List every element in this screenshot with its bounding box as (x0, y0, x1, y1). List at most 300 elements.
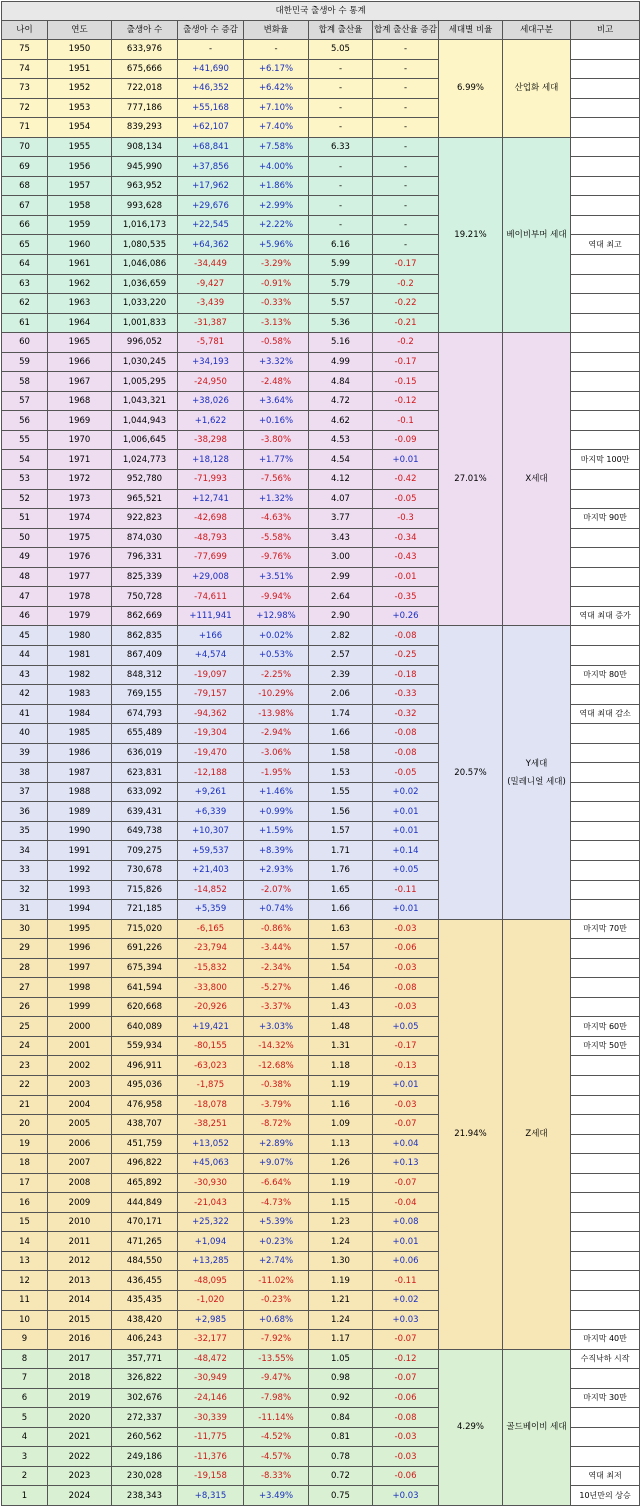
cell-change-rate: -2.34% (244, 958, 309, 978)
cell-fertility-rate: 2.90 (309, 606, 373, 626)
cell-fertility-rate: 1.63 (309, 919, 373, 939)
cell-births: 675,666 (112, 59, 178, 79)
cell-note: 역대 최고 (571, 235, 640, 255)
cell-fertility-change: -0.15 (373, 372, 439, 392)
cell-birth-change: +38,026 (178, 391, 244, 411)
cell-birth-change: -23,794 (178, 939, 244, 959)
cell-note (571, 1212, 640, 1232)
table-title: 대한민국 출생아 수 통계 (2, 2, 640, 21)
cell-births: 272,337 (112, 1408, 178, 1428)
cell-fertility-change: -0.07 (373, 1115, 439, 1135)
cell-fertility-rate: 2.82 (309, 626, 373, 646)
cell-year: 2003 (48, 1075, 112, 1095)
cell-note (571, 489, 640, 509)
header-year: 연도 (48, 21, 112, 40)
cell-age: 53 (2, 470, 48, 490)
cell-fertility-rate: 6.33 (309, 137, 373, 157)
cell-fertility-change: - (373, 59, 439, 79)
cell-fertility-change: +0.08 (373, 1212, 439, 1232)
cell-change-rate: -4.57% (244, 1447, 309, 1467)
cell-change-rate: -2.48% (244, 372, 309, 392)
cell-fertility-change: -0.18 (373, 665, 439, 685)
cell-age: 56 (2, 411, 48, 431)
cell-births: 722,018 (112, 79, 178, 99)
cell-note: 마지막 100만 (571, 450, 640, 470)
cell-age: 74 (2, 59, 48, 79)
cell-note (571, 215, 640, 235)
cell-births: 945,990 (112, 157, 178, 177)
cell-age: 23 (2, 1056, 48, 1076)
cell-fertility-change: +0.26 (373, 606, 439, 626)
cell-fertility-rate: 1.53 (309, 763, 373, 783)
cell-change-rate: +7.10% (244, 98, 309, 118)
cell-birth-change: +29,676 (178, 196, 244, 216)
cell-year: 2004 (48, 1095, 112, 1115)
cell-fertility-rate: 1.74 (309, 704, 373, 724)
cell-change-rate: +2.89% (244, 1134, 309, 1154)
cell-year: 1961 (48, 255, 112, 275)
cell-age: 41 (2, 704, 48, 724)
cell-change-rate: -9.94% (244, 587, 309, 607)
header-generation-ratio: 세대별 비율 (439, 21, 503, 40)
cell-births: 825,339 (112, 567, 178, 587)
cell-fertility-change: -0.03 (373, 1427, 439, 1447)
cell-births: 952,780 (112, 470, 178, 490)
cell-year: 1967 (48, 372, 112, 392)
cell-change-rate: -12.68% (244, 1056, 309, 1076)
cell-year: 2011 (48, 1232, 112, 1252)
cell-fertility-change: +0.03 (373, 1486, 439, 1506)
cell-births: 633,092 (112, 782, 178, 802)
cell-change-rate: - (244, 40, 309, 60)
cell-note (571, 294, 640, 314)
cell-age: 21 (2, 1095, 48, 1115)
cell-change-rate: +9.07% (244, 1154, 309, 1174)
cell-births: 993,628 (112, 196, 178, 216)
cell-year: 1953 (48, 98, 112, 118)
cell-change-rate: -2.25% (244, 665, 309, 685)
cell-fertility-change: -0.03 (373, 919, 439, 939)
cell-fertility-rate: 3.43 (309, 528, 373, 548)
cell-birth-change: -48,095 (178, 1271, 244, 1291)
cell-note: 마지막 80만 (571, 665, 640, 685)
cell-age: 1 (2, 1486, 48, 1506)
cell-change-rate: +4.00% (244, 157, 309, 177)
cell-fertility-change: -0.11 (373, 1271, 439, 1291)
cell-birth-change: -80,155 (178, 1036, 244, 1056)
cell-note (571, 1408, 640, 1428)
cell-birth-change: - (178, 40, 244, 60)
cell-fertility-change: -0.08 (373, 1408, 439, 1428)
cell-fertility-rate: 1.30 (309, 1251, 373, 1271)
cell-note (571, 1095, 640, 1115)
cell-fertility-change: -0.07 (373, 1330, 439, 1350)
generation-name: Y세대 (밀레니얼 세대) (503, 626, 571, 919)
cell-year: 1960 (48, 235, 112, 255)
cell-fertility-rate: - (309, 196, 373, 216)
cell-fertility-rate: 1.58 (309, 743, 373, 763)
cell-births: 649,738 (112, 821, 178, 841)
cell-fertility-rate: - (309, 59, 373, 79)
cell-change-rate: +7.40% (244, 118, 309, 138)
cell-change-rate: +3.49% (244, 1486, 309, 1506)
header-births: 출생아 수 (112, 21, 178, 40)
cell-note (571, 626, 640, 646)
cell-age: 19 (2, 1134, 48, 1154)
cell-births: 1,016,173 (112, 215, 178, 235)
cell-births: 238,343 (112, 1486, 178, 1506)
header-fertility-rate: 합계 출산율 (309, 21, 373, 40)
cell-fertility-change: - (373, 137, 439, 157)
cell-fertility-change: - (373, 40, 439, 60)
cell-birth-change: -11,376 (178, 1447, 244, 1467)
cell-year: 1973 (48, 489, 112, 509)
cell-fertility-change: -0.43 (373, 548, 439, 568)
cell-fertility-rate: 1.66 (309, 724, 373, 744)
cell-age: 32 (2, 880, 48, 900)
cell-change-rate: -0.91% (244, 274, 309, 294)
cell-change-rate: -14.32% (244, 1036, 309, 1056)
cell-age: 29 (2, 939, 48, 959)
cell-birth-change: -19,470 (178, 743, 244, 763)
cell-fertility-change: -0.08 (373, 743, 439, 763)
cell-note (571, 802, 640, 822)
cell-births: 655,489 (112, 724, 178, 744)
cell-change-rate: +12.98% (244, 606, 309, 626)
cell-births: 730,678 (112, 860, 178, 880)
cell-change-rate: +2.74% (244, 1251, 309, 1271)
cell-change-rate: +3.32% (244, 352, 309, 372)
cell-change-rate: -3.44% (244, 939, 309, 959)
cell-age: 13 (2, 1251, 48, 1271)
cell-fertility-rate: 1.76 (309, 860, 373, 880)
cell-change-rate: +0.23% (244, 1232, 309, 1252)
cell-note (571, 196, 640, 216)
cell-note (571, 352, 640, 372)
cell-birth-change: +111,941 (178, 606, 244, 626)
cell-change-rate: -3.06% (244, 743, 309, 763)
cell-fertility-rate: - (309, 157, 373, 177)
cell-birth-change: +64,362 (178, 235, 244, 255)
cell-note (571, 1154, 640, 1174)
cell-age: 58 (2, 372, 48, 392)
cell-births: 1,046,086 (112, 255, 178, 275)
cell-age: 24 (2, 1036, 48, 1056)
cell-change-rate: +5.96% (244, 235, 309, 255)
cell-fertility-rate: 4.99 (309, 352, 373, 372)
cell-age: 26 (2, 997, 48, 1017)
cell-fertility-rate: 0.75 (309, 1486, 373, 1506)
cell-births: 484,550 (112, 1251, 178, 1271)
header-note: 비고 (571, 21, 640, 40)
cell-year: 1964 (48, 313, 112, 333)
cell-fertility-rate: 2.64 (309, 587, 373, 607)
cell-change-rate: -13.98% (244, 704, 309, 724)
cell-birth-change: +5,359 (178, 900, 244, 920)
cell-fertility-change: +0.05 (373, 1017, 439, 1037)
cell-note (571, 587, 640, 607)
cell-birth-change: -1,020 (178, 1291, 244, 1311)
cell-fertility-change: -0.09 (373, 430, 439, 450)
cell-births: 302,676 (112, 1388, 178, 1408)
cell-birth-change: -42,698 (178, 509, 244, 529)
cell-note (571, 1193, 640, 1213)
cell-note (571, 98, 640, 118)
cell-fertility-change: +0.05 (373, 860, 439, 880)
cell-year: 2019 (48, 1388, 112, 1408)
cell-fertility-change: +0.01 (373, 1075, 439, 1095)
cell-fertility-rate: - (309, 176, 373, 196)
cell-year: 2006 (48, 1134, 112, 1154)
cell-fertility-change: +0.03 (373, 1310, 439, 1330)
cell-year: 1983 (48, 685, 112, 705)
cell-fertility-rate: - (309, 79, 373, 99)
cell-note (571, 1251, 640, 1271)
cell-change-rate: -3.80% (244, 430, 309, 450)
cell-year: 2008 (48, 1173, 112, 1193)
cell-change-rate: -2.07% (244, 880, 309, 900)
cell-births: 691,226 (112, 939, 178, 959)
cell-fertility-rate: 1.19 (309, 1173, 373, 1193)
cell-age: 2 (2, 1466, 48, 1486)
cell-fertility-rate: 1.13 (309, 1134, 373, 1154)
cell-fertility-change: -0.03 (373, 997, 439, 1017)
cell-fertility-rate: 1.23 (309, 1212, 373, 1232)
cell-births: 636,019 (112, 743, 178, 763)
cell-note (571, 1291, 640, 1311)
cell-age: 20 (2, 1115, 48, 1135)
generation-ratio: 27.01% (439, 333, 503, 626)
cell-fertility-change: -0.08 (373, 724, 439, 744)
cell-change-rate: +0.53% (244, 645, 309, 665)
cell-fertility-rate: 5.79 (309, 274, 373, 294)
cell-year: 1996 (48, 939, 112, 959)
cell-fertility-rate: 1.55 (309, 782, 373, 802)
cell-note: 역대 최대 증가 (571, 606, 640, 626)
cell-birth-change: -30,949 (178, 1369, 244, 1389)
cell-age: 22 (2, 1075, 48, 1095)
cell-birth-change: +68,841 (178, 137, 244, 157)
cell-fertility-rate: 1.24 (309, 1232, 373, 1252)
cell-fertility-rate: 4.54 (309, 450, 373, 470)
cell-note (571, 528, 640, 548)
cell-note (571, 1056, 640, 1076)
generation-name: Z세대 (503, 919, 571, 1349)
cell-change-rate: -8.72% (244, 1115, 309, 1135)
cell-year: 1997 (48, 958, 112, 978)
cell-fertility-rate: 5.05 (309, 40, 373, 60)
cell-fertility-change: -0.35 (373, 587, 439, 607)
cell-age: 34 (2, 841, 48, 861)
cell-birth-change: -79,157 (178, 685, 244, 705)
cell-age: 40 (2, 724, 48, 744)
cell-birth-change: +6,339 (178, 802, 244, 822)
cell-change-rate: -4.63% (244, 509, 309, 529)
cell-birth-change: +41,690 (178, 59, 244, 79)
cell-change-rate: -9.76% (244, 548, 309, 568)
cell-birth-change: +34,193 (178, 352, 244, 372)
cell-year: 1985 (48, 724, 112, 744)
cell-year: 1981 (48, 645, 112, 665)
cell-note (571, 724, 640, 744)
cell-fertility-rate: 1.65 (309, 880, 373, 900)
cell-year: 2002 (48, 1056, 112, 1076)
cell-births: 633,976 (112, 40, 178, 60)
cell-births: 777,186 (112, 98, 178, 118)
cell-age: 33 (2, 860, 48, 880)
cell-change-rate: -1.95% (244, 763, 309, 783)
cell-age: 51 (2, 509, 48, 529)
cell-age: 47 (2, 587, 48, 607)
cell-births: 963,952 (112, 176, 178, 196)
cell-births: 862,669 (112, 606, 178, 626)
cell-note (571, 274, 640, 294)
cell-change-rate: -0.58% (244, 333, 309, 353)
cell-age: 61 (2, 313, 48, 333)
cell-change-rate: -0.23% (244, 1291, 309, 1311)
cell-fertility-change: -0.08 (373, 978, 439, 998)
cell-change-rate: -5.27% (244, 978, 309, 998)
cell-note: 10년만의 상승 (571, 1486, 640, 1506)
cell-age: 9 (2, 1330, 48, 1350)
cell-age: 67 (2, 196, 48, 216)
header-fertility-change: 합계 출산율 증감 (373, 21, 439, 40)
cell-change-rate: +0.16% (244, 411, 309, 431)
cell-birth-change: +29,008 (178, 567, 244, 587)
cell-change-rate: -3.37% (244, 997, 309, 1017)
cell-births: 438,420 (112, 1310, 178, 1330)
cell-births: 476,958 (112, 1095, 178, 1115)
table-header-row (2, 21, 640, 40)
cell-age: 45 (2, 626, 48, 646)
cell-change-rate: +1.32% (244, 489, 309, 509)
cell-fertility-change: -0.05 (373, 489, 439, 509)
cell-year: 2021 (48, 1427, 112, 1447)
cell-fertility-change: +0.02 (373, 1291, 439, 1311)
cell-age: 65 (2, 235, 48, 255)
cell-fertility-rate: 2.06 (309, 685, 373, 705)
cell-fertility-change: - (373, 98, 439, 118)
table-row (2, 626, 640, 646)
cell-fertility-change: +0.01 (373, 1232, 439, 1252)
cell-year: 1956 (48, 157, 112, 177)
cell-note: 마지막 30만 (571, 1388, 640, 1408)
cell-age: 44 (2, 645, 48, 665)
cell-note: 마지막 50만 (571, 1036, 640, 1056)
cell-birth-change: -94,362 (178, 704, 244, 724)
cell-fertility-change: -0.03 (373, 1095, 439, 1115)
cell-note (571, 1271, 640, 1291)
cell-birth-change: +45,063 (178, 1154, 244, 1174)
cell-note (571, 430, 640, 450)
cell-age: 17 (2, 1173, 48, 1193)
header-change-rate: 변화율 (244, 21, 309, 40)
cell-change-rate: +6.17% (244, 59, 309, 79)
cell-year: 1950 (48, 40, 112, 60)
cell-age: 66 (2, 215, 48, 235)
cell-age: 7 (2, 1369, 48, 1389)
cell-year: 1974 (48, 509, 112, 529)
cell-note (571, 1115, 640, 1135)
generation-ratio: 6.99% (439, 40, 503, 138)
cell-age: 54 (2, 450, 48, 470)
cell-birth-change: +1,094 (178, 1232, 244, 1252)
cell-birth-change: -20,926 (178, 997, 244, 1017)
generation-name: 베이비부머 세대 (503, 137, 571, 332)
cell-change-rate: +1.46% (244, 782, 309, 802)
cell-change-rate: +0.99% (244, 802, 309, 822)
cell-fertility-rate: 0.84 (309, 1408, 373, 1428)
cell-births: 436,455 (112, 1271, 178, 1291)
cell-fertility-rate: 3.77 (309, 509, 373, 529)
cell-birth-change: +62,107 (178, 118, 244, 138)
cell-fertility-change: -0.33 (373, 685, 439, 705)
cell-note (571, 1310, 640, 1330)
cell-birth-change: -34,449 (178, 255, 244, 275)
cell-note (571, 313, 640, 333)
cell-year: 1954 (48, 118, 112, 138)
cell-age: 38 (2, 763, 48, 783)
cell-birth-change: -1,875 (178, 1075, 244, 1095)
cell-fertility-change: - (373, 118, 439, 138)
table-row (2, 919, 640, 939)
cell-birth-change: +1,622 (178, 411, 244, 431)
birth-statistics-table (1, 1, 640, 1506)
cell-note: 역대 최대 감소 (571, 704, 640, 724)
cell-fertility-change: -0.06 (373, 1466, 439, 1486)
cell-births: 965,521 (112, 489, 178, 509)
cell-age: 46 (2, 606, 48, 626)
cell-note (571, 411, 640, 431)
generation-ratio: 4.29% (439, 1349, 503, 1505)
cell-age: 14 (2, 1232, 48, 1252)
cell-year: 2001 (48, 1036, 112, 1056)
cell-fertility-change: -0.32 (373, 704, 439, 724)
cell-fertility-change: +0.14 (373, 841, 439, 861)
header-birth-change: 출생아 수 증감 (178, 21, 244, 40)
cell-birth-change: -38,298 (178, 430, 244, 450)
cell-age: 16 (2, 1193, 48, 1213)
cell-age: 30 (2, 919, 48, 939)
cell-age: 5 (2, 1408, 48, 1428)
cell-fertility-rate: 0.92 (309, 1388, 373, 1408)
cell-year: 2005 (48, 1115, 112, 1135)
cell-fertility-rate: 1.43 (309, 997, 373, 1017)
cell-fertility-rate: 1.31 (309, 1036, 373, 1056)
cell-change-rate: +2.93% (244, 860, 309, 880)
cell-change-rate: -0.86% (244, 919, 309, 939)
cell-note (571, 137, 640, 157)
cell-birth-change: +22,545 (178, 215, 244, 235)
cell-change-rate: -6.64% (244, 1173, 309, 1193)
cell-fertility-rate: 2.39 (309, 665, 373, 685)
cell-year: 1978 (48, 587, 112, 607)
cell-change-rate: +1.77% (244, 450, 309, 470)
cell-age: 35 (2, 821, 48, 841)
cell-change-rate: +2.22% (244, 215, 309, 235)
cell-fertility-change: -0.25 (373, 645, 439, 665)
cell-year: 2010 (48, 1212, 112, 1232)
cell-birth-change: +166 (178, 626, 244, 646)
cell-note (571, 645, 640, 665)
cell-birth-change: -9,427 (178, 274, 244, 294)
cell-fertility-rate: 0.72 (309, 1466, 373, 1486)
cell-year: 1965 (48, 333, 112, 353)
cell-fertility-rate: 0.78 (309, 1447, 373, 1467)
cell-note (571, 763, 640, 783)
cell-birth-change: -19,158 (178, 1466, 244, 1486)
cell-fertility-change: - (373, 79, 439, 99)
